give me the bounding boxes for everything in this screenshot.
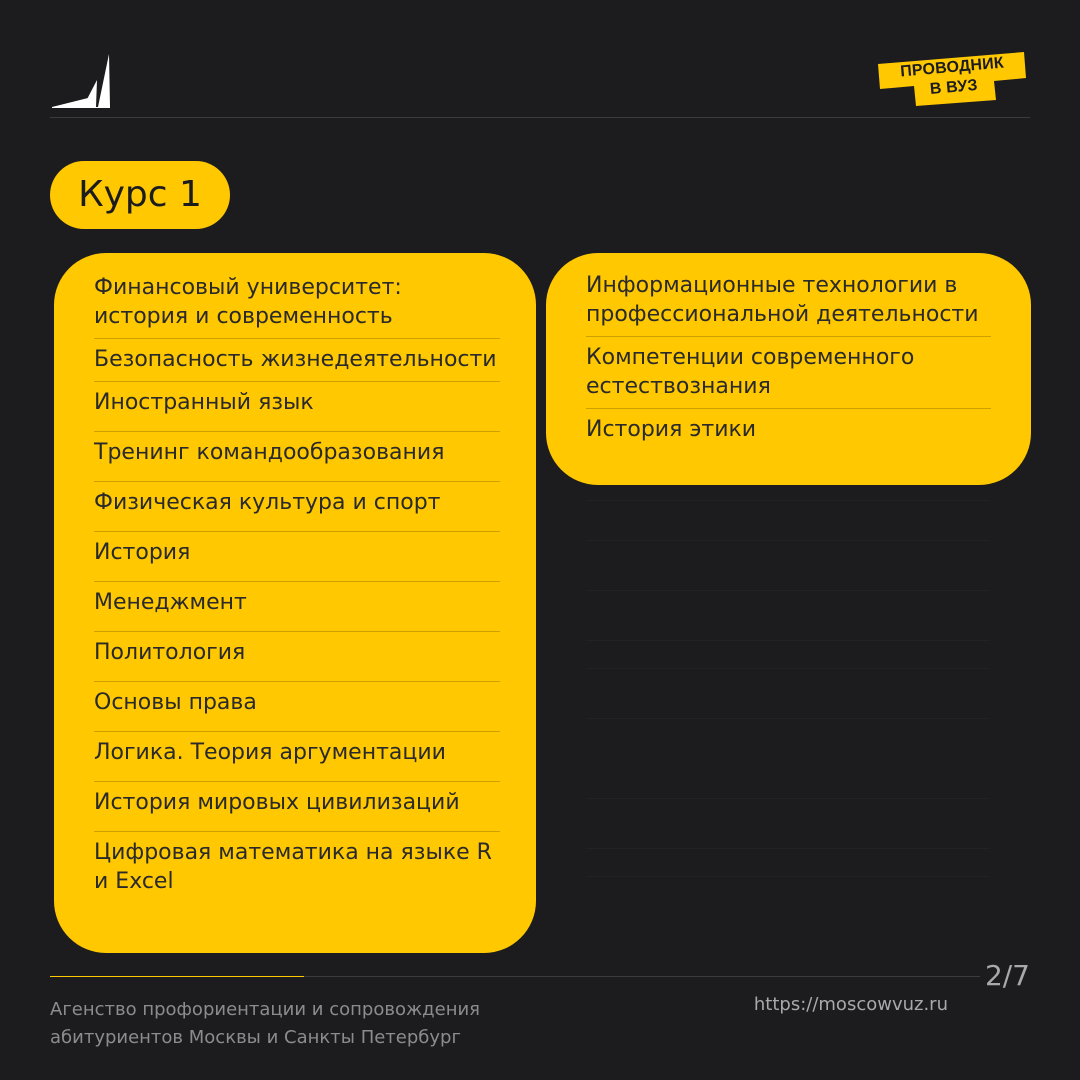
- agency-description: [50, 996, 550, 1052]
- subjects-card-right: [546, 253, 1031, 485]
- faint-divider: [586, 848, 990, 849]
- subject-item: Цифровая математика на языке R и Excel: [94, 840, 492, 894]
- badge-line-2: В ВУЗ: [929, 76, 979, 99]
- subject-item: Логика. Теория аргументации: [94, 732, 500, 782]
- agency-line-1: Агенство профориентации и сопровождения: [50, 999, 480, 1020]
- faint-divider: [586, 540, 990, 541]
- subject-item: История мировых цивилизаций: [94, 782, 500, 832]
- faint-divider: [586, 798, 990, 799]
- faint-divider: [586, 590, 990, 591]
- website-link[interactable]: https://moscowvuz.ru: [753, 994, 948, 1015]
- subject-item: Политология: [94, 632, 500, 682]
- faint-divider: [586, 718, 990, 719]
- faint-divider: [586, 500, 990, 501]
- agency-line-2: абитуриентов Москвы и Санкты Петербург: [50, 1027, 461, 1048]
- subject-item: Информационные технологии в профессиональной деятельности: [586, 265, 991, 337]
- footer-accent-line: [50, 976, 304, 977]
- subject-item: Компетенции современного естествознания: [586, 337, 991, 409]
- subjects-card-left: [54, 253, 536, 953]
- subject-item: Основы права: [94, 682, 500, 732]
- sail-logo-icon: [50, 50, 112, 110]
- subject-item: Безопасность жизнедеятельности: [94, 339, 500, 382]
- page-counter: 2/7: [984, 959, 1030, 992]
- subject-item: Менеджмент: [94, 582, 500, 632]
- course-title: Курс 1: [50, 161, 230, 229]
- brand-badge: [876, 52, 1030, 106]
- faint-divider: [586, 668, 990, 669]
- subject-item: Финансовый университет: история и современность: [94, 267, 500, 339]
- subject-item: История: [94, 532, 500, 582]
- subjects-list-left: [94, 267, 500, 903]
- faint-divider: [586, 876, 990, 877]
- faint-divider: [586, 640, 990, 641]
- header-divider: [50, 117, 1030, 118]
- subject-item: Физическая культура и спорт: [94, 482, 500, 532]
- subjects-list-right: [586, 265, 991, 451]
- subject-item: Иностранный язык: [94, 382, 500, 432]
- subject-item: История этики: [586, 417, 757, 442]
- subject-item: Тренинг командообразования: [94, 432, 500, 482]
- badge-line-1: ПРОВОДНИК: [899, 54, 1005, 81]
